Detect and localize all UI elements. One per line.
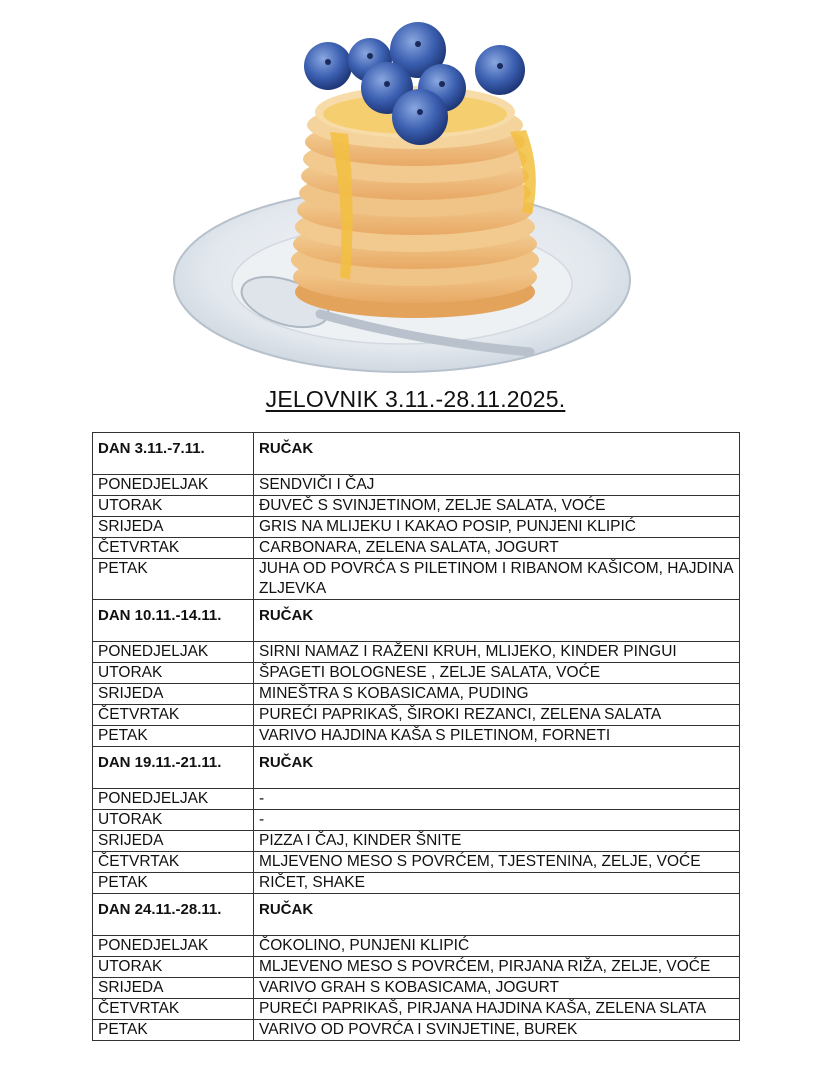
meal-header: RUČAK <box>254 600 740 642</box>
meal-description: - <box>254 789 740 810</box>
week-label: DAN 3.11.-7.11. <box>93 433 254 475</box>
day-name: SRIJEDA <box>93 831 254 852</box>
table-row <box>93 559 740 600</box>
day-name: PETAK <box>93 559 254 600</box>
week-label: DAN 24.11.-28.11. <box>93 894 254 936</box>
table-row <box>93 810 740 831</box>
day-name: PONEDJELJAK <box>93 642 254 663</box>
table-row <box>93 789 740 810</box>
menu-table <box>92 432 740 1041</box>
week-label: DAN 10.11.-14.11. <box>93 600 254 642</box>
week-label: DAN 19.11.-21.11. <box>93 747 254 789</box>
day-name: UTORAK <box>93 663 254 684</box>
table-row <box>93 873 740 894</box>
day-name: PONEDJELJAK <box>93 936 254 957</box>
meal-header: RUČAK <box>254 433 740 475</box>
meal-description: JUHA OD POVRĆA S PILETINOM I RIBANOM KAŠICOM, HAJDINA ZLJEVKA <box>254 559 740 600</box>
meal-description: ČOKOLINO, PUNJENI KLIPIĆ <box>254 936 740 957</box>
meal-description: MINEŠTRA S KOBASICAMA, PUDING <box>254 684 740 705</box>
day-name: SRIJEDA <box>93 978 254 999</box>
day-name: ČETVRTAK <box>93 999 254 1020</box>
day-name: ČETVRTAK <box>93 852 254 873</box>
week-header-row <box>93 433 740 475</box>
page-title-text: JELOVNIK 3.11.-28.11.2025. <box>265 386 566 412</box>
meal-description: CARBONARA, ZELENA SALATA, JOGURT <box>254 538 740 559</box>
meal-description: PIZZA I ČAJ, KINDER ŠNITE <box>254 831 740 852</box>
meal-description: GRIS NA MLIJEKU I KAKAO POSIP, PUNJENI KLIPIĆ <box>254 517 740 538</box>
meal-description: MLJEVENO MESO S POVRĆEM, TJESTENINA, ZELJE, VOĆE <box>254 852 740 873</box>
table-row <box>93 496 740 517</box>
week-header-row <box>93 894 740 936</box>
meal-description: - <box>254 810 740 831</box>
meal-description: VARIVO HAJDINA KAŠA S PILETINOM, FORNETI <box>254 726 740 747</box>
meal-description: MLJEVENO MESO S POVRĆEM, PIRJANA RIŽA, ZELJE, VOĆE <box>254 957 740 978</box>
day-name: UTORAK <box>93 810 254 831</box>
meal-description: VARIVO OD POVRĆA I SVINJETINE, BUREK <box>254 1020 740 1041</box>
meal-description: RIČET, SHAKE <box>254 873 740 894</box>
pancake-stack-illustration <box>170 22 640 377</box>
day-name: UTORAK <box>93 957 254 978</box>
table-row <box>93 517 740 538</box>
day-name: SRIJEDA <box>93 517 254 538</box>
table-row <box>93 978 740 999</box>
meal-description: ŠPAGETI BOLOGNESE , ZELJE SALATA, VOĆE <box>254 663 740 684</box>
table-row <box>93 852 740 873</box>
table-row <box>93 999 740 1020</box>
meal-description: PUREĆI PAPRIKAŠ, ŠIROKI REZANCI, ZELENA SALATA <box>254 705 740 726</box>
meal-description: SIRNI NAMAZ I RAŽENI KRUH, MLIJEKO, KINDER PINGUI <box>254 642 740 663</box>
meal-header: RUČAK <box>254 747 740 789</box>
table-row <box>93 726 740 747</box>
day-name: ČETVRTAK <box>93 705 254 726</box>
table-row <box>93 642 740 663</box>
table-row <box>93 831 740 852</box>
table-row <box>93 475 740 496</box>
day-name: PONEDJELJAK <box>93 475 254 496</box>
day-name: PETAK <box>93 726 254 747</box>
day-name: ČETVRTAK <box>93 538 254 559</box>
day-name: SRIJEDA <box>93 684 254 705</box>
meal-header: RUČAK <box>254 894 740 936</box>
week-header-row <box>93 747 740 789</box>
meal-description: SENDVIČI I ČAJ <box>254 475 740 496</box>
day-name: PONEDJELJAK <box>93 789 254 810</box>
table-row <box>93 1020 740 1041</box>
meal-description: ĐUVEČ S SVINJETINOM, ZELJE SALATA, VOĆE <box>254 496 740 517</box>
week-header-row <box>93 600 740 642</box>
table-row <box>93 538 740 559</box>
menu-table-body <box>93 433 740 1041</box>
day-name: UTORAK <box>93 496 254 517</box>
table-row <box>93 957 740 978</box>
page-title <box>0 386 831 413</box>
meal-description: VARIVO GRAH S KOBASICAMA, JOGURT <box>254 978 740 999</box>
table-row <box>93 684 740 705</box>
day-name: PETAK <box>93 1020 254 1041</box>
table-row <box>93 705 740 726</box>
table-row <box>93 936 740 957</box>
table-row <box>93 663 740 684</box>
meal-description: PUREĆI PAPRIKAŠ, PIRJANA HAJDINA KAŠA, ZELENA SLATA <box>254 999 740 1020</box>
day-name: PETAK <box>93 873 254 894</box>
